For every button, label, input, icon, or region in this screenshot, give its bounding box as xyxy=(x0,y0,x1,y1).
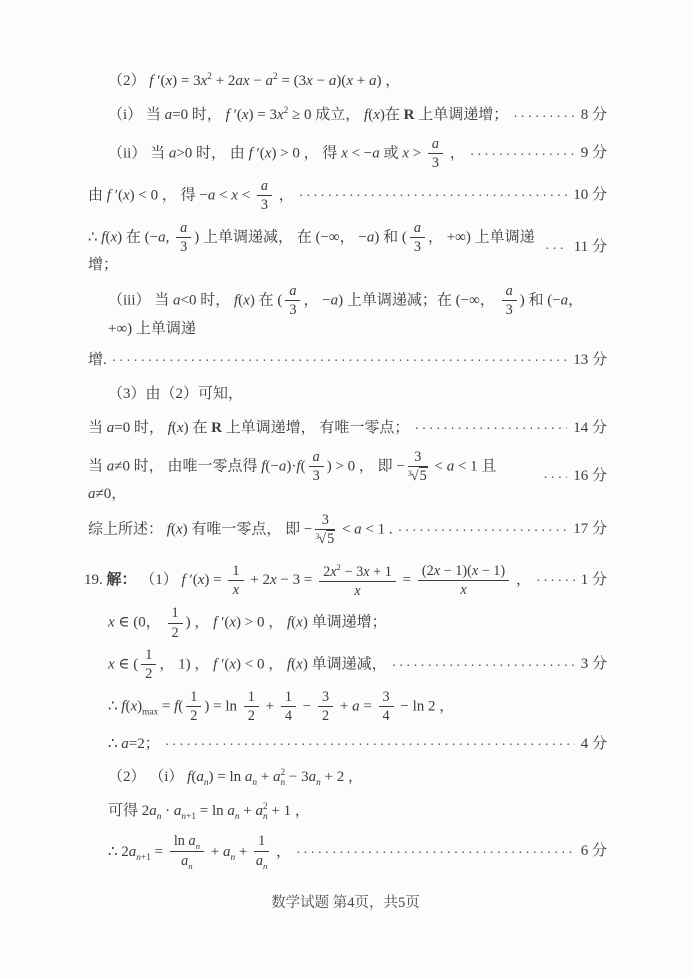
solution-line-3 xyxy=(88,136,607,172)
dot-leader xyxy=(112,351,567,370)
score-label: 9 分 xyxy=(580,145,607,161)
line-text: ∴ $f(x)_{max} = f$( $\frac{1}{2}$ ) = ln $\frac{1}{2}$ + $\frac{1}{4}$ − $\frac{3}{2}$ + a = $\frac{3}{4}$ − ln 2 ， xyxy=(108,688,455,725)
line-text: （iii） 当 a<0 时， f(x) 在 ( $\frac{a}{3}$ ， −a) 上单调递减；在 (−∞， $\frac{a}{3}$ ) 和 (−a， +∞) 上单调递 xyxy=(108,283,584,337)
line-text: 由 f ′(x) < 0 ， 得 −a < x < $\frac{a}{3}$ ， xyxy=(88,177,294,214)
line-text: x ∈ (0， $\frac{1}{2}$ ) ， f ′(x) > 0 ， f(x) 单调递增； xyxy=(108,605,387,641)
score-label: 6 分 xyxy=(580,843,607,860)
line-text: x ∈ ( $\frac{1}{2}$ ， 1) ， f ′(x) < 0 ， f(x) 单调递减， xyxy=(108,647,387,683)
solution-line-13 xyxy=(88,605,607,641)
line-text: （3）由（2）可知， xyxy=(108,385,244,402)
solution-line-17 xyxy=(88,765,607,793)
line-text: 当 a≠0 时， 由唯一零点得 f(−a)·f( $\frac{a}{3}$ ) > 0 ， 即 − $\frac{3}{^3√5}$ < a < 1 且 a≠0， xyxy=(88,448,497,503)
solution-line-8 xyxy=(88,381,607,409)
solution-line-2 xyxy=(88,102,607,130)
dot-leader xyxy=(165,735,575,754)
solution-line-18 xyxy=(88,799,607,827)
solution-line-11 xyxy=(88,512,607,548)
score-label: 3 分 xyxy=(580,656,607,672)
line-text: ∴ a=2； xyxy=(108,735,160,752)
line-text: （ii） 当 a>0 时， 由 f ′(x) > 0 ， 得 x < −a 或 x > $\frac{a}{3}$ ， xyxy=(108,136,465,172)
line-text: （2） （i） $f(a_n) = \ln a_n + a$ 2 n − $3a_n + 2$ ， xyxy=(108,767,363,789)
score-label: 10 分 xyxy=(573,186,607,203)
solution-line-9 xyxy=(88,415,607,443)
solution-line-14 xyxy=(88,647,607,683)
dot-leader xyxy=(392,656,575,675)
score-label: 14 分 xyxy=(573,419,607,436)
line-text: 当 a=0 时， f(x) 在 R 上单调递增， 有唯一零点； xyxy=(88,419,410,436)
score-label: 11 分 xyxy=(573,239,607,256)
dot-leader xyxy=(470,145,575,164)
solution-line-19 xyxy=(88,833,607,872)
score-label: 1 分 xyxy=(580,571,607,588)
line-text: （i） 当 a=0 时， f $'(x) = 3x^2 \ge 0$ 成立， f(x)在 R 上单调递增； xyxy=(108,106,509,124)
solution-line-5 xyxy=(88,220,607,278)
solution-line-10 xyxy=(88,449,607,507)
line-text: 可得 $2a_n \cdot a_{n+1} = \ln a_n + a$ 2 n + 1 ， xyxy=(108,801,310,823)
line-text: ∴ $2a_{n+1}$ = $\frac{\ln a_n}{a_n}$ + $a_n$ + $\frac{1}{a_n}$ ， xyxy=(108,832,292,872)
page-footer: 数学试题 第4页，共5页 xyxy=(271,895,420,911)
dot-leader xyxy=(299,186,567,205)
dot-leader xyxy=(513,107,574,126)
score-label: 13 分 xyxy=(573,351,607,368)
dot-leader xyxy=(536,571,575,590)
dot-leader xyxy=(296,843,575,862)
dot-leader xyxy=(398,521,568,540)
line-text: 增. xyxy=(88,351,107,368)
score-label: 17 分 xyxy=(573,521,607,537)
score-label: 8 分 xyxy=(580,107,607,124)
solution-line-6 xyxy=(88,283,607,341)
line-text: 19. 解： （1） f ′(x) = $\frac{1}{x}$ + 2x − 3 = $\frac{2x^2 - 3x + 1}{x}$ = $\frac{(2x - 1)(x - 1)}{x}$ ， xyxy=(84,561,531,599)
solution-line-4 xyxy=(88,178,607,214)
score-label: 16 分 xyxy=(573,468,607,485)
dot-leader xyxy=(545,239,568,258)
line-text: 综上所述： f(x) 有唯一零点， 即 − $\frac{3}{^3√5}$ < a < 1 . xyxy=(88,512,393,548)
line-text: ∴ f(x) 在 (−a, $\frac{a}{3}$ ) 上单调递减， 在 (−∞， −a) 和 ( $\frac{a}{3}$ ， +∞) 上单调递增； xyxy=(88,219,535,274)
line-text: （2） f $'(x) = 3x^2 + 2ax - a^2 = (3x - a)(x + a)$ ， xyxy=(108,72,401,90)
solution-line-15 xyxy=(88,689,607,725)
score-label: 4 分 xyxy=(580,735,607,752)
solution-line-16 xyxy=(88,731,607,759)
solution-line-1 xyxy=(88,68,607,96)
dot-leader xyxy=(414,419,567,438)
dot-leader xyxy=(543,468,567,487)
solution-line-7 xyxy=(88,347,607,375)
solution-line-12 xyxy=(84,562,607,600)
solutions-list xyxy=(84,68,607,877)
